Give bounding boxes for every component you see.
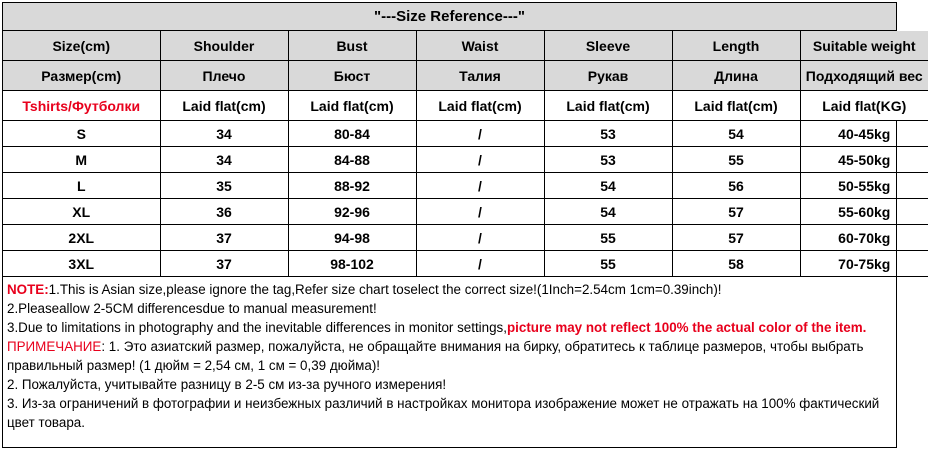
size-cell: S bbox=[3, 121, 160, 147]
table-cell: 40-45kg bbox=[800, 121, 928, 147]
header-cell: Талия bbox=[416, 61, 544, 91]
size-cell: L bbox=[3, 173, 160, 199]
table-cell: 37 bbox=[160, 251, 288, 277]
table-cell: 53 bbox=[544, 147, 672, 173]
header-row-en bbox=[3, 31, 928, 61]
header-cell: Waist bbox=[416, 31, 544, 61]
size-cell: 2XL bbox=[3, 225, 160, 251]
method-cell: Laid flat(cm) bbox=[288, 91, 416, 121]
method-cell: Laid flat(KG) bbox=[800, 91, 928, 121]
table-row bbox=[3, 225, 928, 251]
header-cell: Suitable weight bbox=[800, 31, 928, 61]
table-cell: 54 bbox=[544, 173, 672, 199]
table-cell: 54 bbox=[672, 121, 800, 147]
note-ru-line-3: 3. Из-за ограничений в фотографии и неизбежных различий в настройках монитора изображение может не отражать на 100% фактический цвет товара. bbox=[7, 396, 880, 430]
table-cell: / bbox=[416, 173, 544, 199]
table-row bbox=[3, 199, 928, 225]
header-row-ru bbox=[3, 61, 928, 91]
note-text: 1.This is Asian size,please ignore the tag,Refer size chart toselect the correct size!(1Inch=2.54cm 1cm=0.39inch)! bbox=[48, 282, 722, 297]
table-cell: 34 bbox=[160, 147, 288, 173]
table-cell: 56 bbox=[672, 173, 800, 199]
size-cell: 3XL bbox=[3, 251, 160, 277]
note-text: : 1. Это азиатский размер, пожалуйста, не обращайте внимания на бирку, обратитесь к таблице размеров, чтобы выбрать правильный размер! (1 дюйм = 2,54 см, 1 см = 0,39 дюйма)! bbox=[7, 339, 864, 373]
table-cell: 60-70kg bbox=[800, 225, 928, 251]
method-cell: Laid flat(cm) bbox=[416, 91, 544, 121]
note-ru-label: ПРИМЕЧАНИЕ bbox=[7, 339, 102, 354]
table-row bbox=[3, 147, 928, 173]
measurement-method-row bbox=[3, 91, 928, 121]
chart-title: "---Size Reference---" bbox=[3, 3, 896, 31]
table-cell: 55-60kg bbox=[800, 199, 928, 225]
table-cell: 50-55kg bbox=[800, 173, 928, 199]
table-cell: / bbox=[416, 251, 544, 277]
table-cell: 94-98 bbox=[288, 225, 416, 251]
notes-section bbox=[3, 277, 896, 432]
table-cell: 37 bbox=[160, 225, 288, 251]
size-cell: M bbox=[3, 147, 160, 173]
table-cell: 45-50kg bbox=[800, 147, 928, 173]
table-cell: 57 bbox=[672, 225, 800, 251]
table-cell: 80-84 bbox=[288, 121, 416, 147]
note-ru-line-1 bbox=[7, 337, 892, 375]
method-cell: Laid flat(cm) bbox=[160, 91, 288, 121]
table-cell: 55 bbox=[672, 147, 800, 173]
header-cell: Длина bbox=[672, 61, 800, 91]
note-ru-line-2: 2. Пожалуйста, учитывайте разницу в 2-5 см из-за ручного измерения! bbox=[7, 377, 447, 392]
note-line-1 bbox=[7, 280, 892, 299]
header-cell: Размер(cm) bbox=[3, 61, 160, 91]
header-cell: Рукав bbox=[544, 61, 672, 91]
table-cell: / bbox=[416, 225, 544, 251]
table-cell: 54 bbox=[544, 199, 672, 225]
table-cell: 34 bbox=[160, 121, 288, 147]
category-label: Tshirts/Футболки bbox=[3, 91, 160, 121]
table-cell: 92-96 bbox=[288, 199, 416, 225]
table-row bbox=[3, 121, 928, 147]
method-cell: Laid flat(cm) bbox=[544, 91, 672, 121]
method-cell: Laid flat(cm) bbox=[672, 91, 800, 121]
note-line-3 bbox=[7, 318, 892, 337]
table-cell: 55 bbox=[544, 225, 672, 251]
header-cell: Bust bbox=[288, 31, 416, 61]
color-warning: picture may not reflect 100% the actual color of the item. bbox=[506, 320, 867, 335]
table-cell: 36 bbox=[160, 199, 288, 225]
note-line-2: 2.Pleaseallow 2-5CM differencesdue to manual measurement! bbox=[7, 301, 377, 316]
table-cell: / bbox=[416, 121, 544, 147]
header-cell: Size(cm) bbox=[3, 31, 160, 61]
table-cell: 55 bbox=[544, 251, 672, 277]
size-chart bbox=[2, 2, 923, 448]
header-cell: Length bbox=[672, 31, 800, 61]
note-label: NOTE: bbox=[7, 282, 49, 297]
table-cell: 88-92 bbox=[288, 173, 416, 199]
table-cell: 98-102 bbox=[288, 251, 416, 277]
size-cell: XL bbox=[3, 199, 160, 225]
table-row bbox=[3, 173, 928, 199]
header-cell: Подходящий вес bbox=[800, 61, 928, 91]
header-cell: Плечо bbox=[160, 61, 288, 91]
table-cell: 70-75kg bbox=[800, 251, 928, 277]
table-row bbox=[3, 251, 928, 277]
table-cell: 57 bbox=[672, 199, 800, 225]
header-cell: Shoulder bbox=[160, 31, 288, 61]
table-cell: / bbox=[416, 199, 544, 225]
note-text: 3.Due to limitations in photography and the inevitable differences in monitor settings, bbox=[7, 320, 507, 335]
header-cell: Sleeve bbox=[544, 31, 672, 61]
table-cell: 58 bbox=[672, 251, 800, 277]
size-table bbox=[3, 31, 928, 277]
table-cell: 35 bbox=[160, 173, 288, 199]
table-cell: 84-88 bbox=[288, 147, 416, 173]
table-cell: 53 bbox=[544, 121, 672, 147]
header-cell: Бюст bbox=[288, 61, 416, 91]
table-cell: / bbox=[416, 147, 544, 173]
